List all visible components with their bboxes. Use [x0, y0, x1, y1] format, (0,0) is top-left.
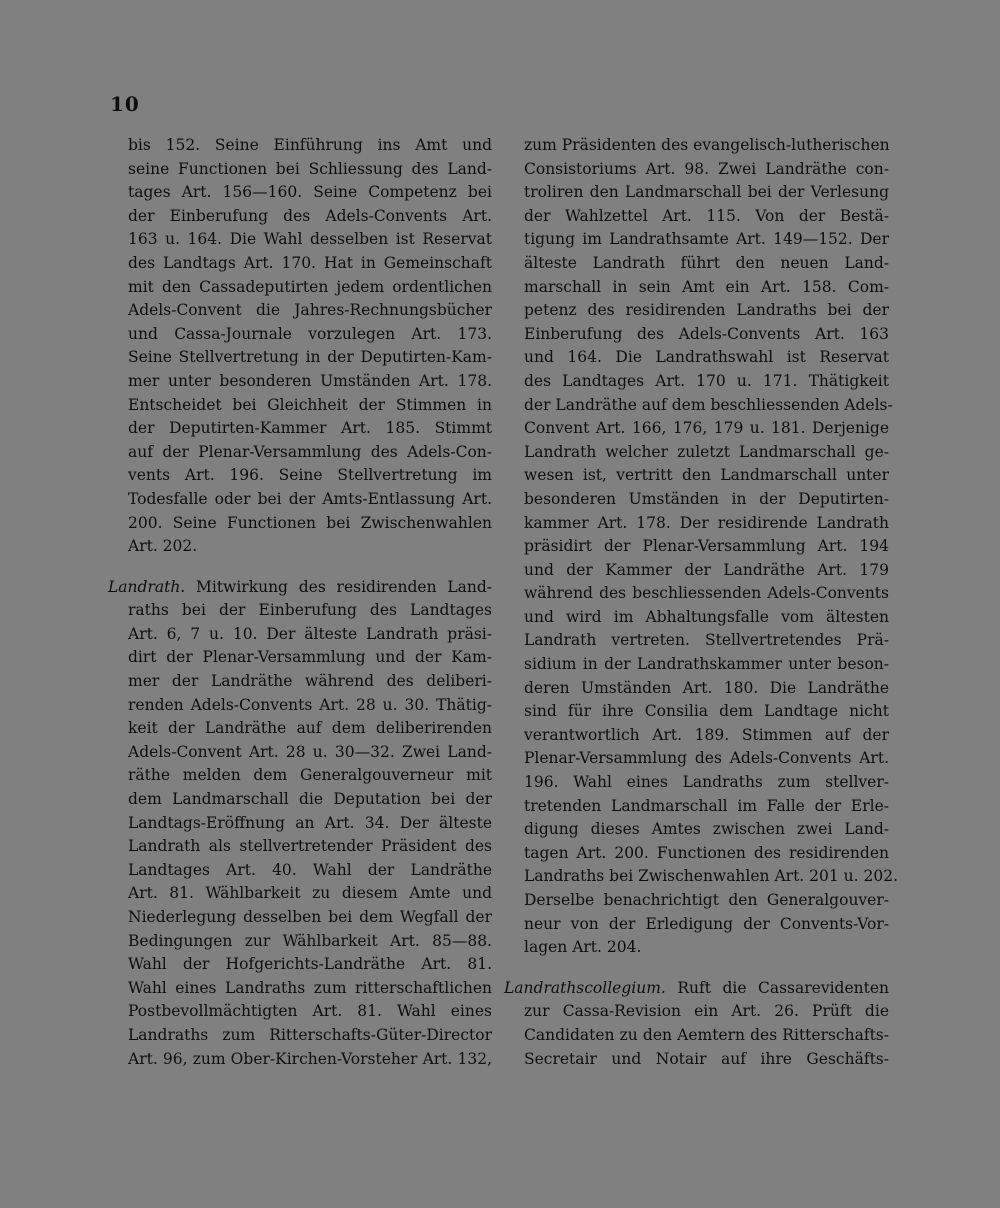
text-line: Candidaten zu den Aemtern des Ritterschafts- — [524, 1025, 889, 1044]
text-line: Art. 202. — [128, 537, 198, 556]
text-line: sidium in der Landrathskammer unter beson- — [524, 655, 889, 674]
text-line: und wird im Abhaltungsfalle vom ältesten — [524, 607, 889, 626]
text-line: Landraths zum Ritterschafts-Güter-Director — [128, 1025, 492, 1044]
text-line: Adels-Convent Art. 28 u. 30—32. Zwei Land- — [128, 742, 492, 761]
left-column — [108, 134, 492, 1071]
text-line: Derselbe benachrichtigt den Generalgouver- — [524, 891, 889, 909]
text-line: Seine Stellvertretung in der Deputirten-Kam- — [128, 348, 492, 367]
text-line: Landtags-Eröffnung an Art. 34. Der älteste — [128, 813, 492, 832]
text-line: lagen Art. 204. — [524, 938, 642, 957]
text-line: bis 152. Seine Einführung ins Amt und — [128, 136, 492, 154]
text-line: Landrath als stellvertretender Präsident des — [128, 837, 492, 856]
text-line: Art. 6, 7 u. 10. Der älteste Landrath präsi- — [128, 624, 492, 643]
text-line: Landtages Art. 40. Wahl der Landräthe — [128, 860, 492, 879]
text-line: des Landtags Art. 170. Hat in Gemeinschaft — [128, 253, 492, 272]
text-line: Landraths bei Zwischenwahlen Art. 201 u. 202. — [524, 867, 899, 886]
entry-heading-line — [504, 977, 889, 1001]
page-number: 10 — [110, 92, 140, 116]
text-line: mer der Landräthe während des deliberi- — [128, 672, 492, 691]
text-line: und der Kammer der Landräthe Art. 179 — [524, 560, 889, 579]
text-line: troliren den Landmarschall bei der Verlesung — [524, 183, 889, 202]
text-line: seine Functionen bei Schliessung des Land- — [128, 159, 492, 178]
text-line: des Landtages Art. 170 u. 171. Thätigkeit — [524, 371, 889, 390]
text-line: digung dieses Amtes zwischen zwei Land- — [524, 820, 889, 839]
text-line: tages Art. 156—160. Seine Competenz bei — [128, 183, 492, 202]
text-line: Art. 96, zum Ober-Kirchen-Vorsteher Art. 132, — [128, 1049, 492, 1068]
text-line: der Einberufung des Adels-Convents Art. — [128, 206, 492, 225]
text-line: Entscheidet bei Gleichheit der Stimmen in — [128, 395, 492, 414]
text-line: vents Art. 196. Seine Stellvertretung im — [128, 466, 492, 485]
text-line: Convent Art. 166, 176, 179 u. 181. Derjenige — [524, 419, 889, 438]
text-line: mit den Cassadeputirten jedem ordentlichen — [128, 277, 492, 296]
text-line: Postbevollmächtigten Art. 81. Wahl eines — [128, 1002, 492, 1021]
text-line: auf der Plenar-Versammlung des Adels-Con- — [128, 442, 492, 461]
text-line: Adels-Convent die Jahres-Rechnungsbücher — [128, 301, 492, 320]
right-column — [504, 134, 899, 1071]
text-line: raths bei der Einberufung des Landtages — [128, 601, 492, 620]
text-line: 200. Seine Functionen bei Zwischenwahlen — [128, 513, 492, 532]
text-line: 163 u. 164. Die Wahl desselben ist Reservat — [128, 230, 492, 249]
entry-landrath — [108, 576, 492, 1071]
text-line: der Wahlzettel Art. 115. Von der Bestä- — [524, 206, 889, 225]
text-line: marschall in sein Amt ein Art. 158. Com- — [524, 277, 889, 296]
left-paragraph-1 — [128, 134, 492, 559]
text-line: petenz des residirenden Landraths bei der — [524, 301, 889, 320]
text-line: Niederlegung desselben bei dem Wegfall der — [128, 908, 492, 926]
text-line: zum Präsidenten des evangelisch-lutherischen — [524, 136, 890, 154]
text-line: Plenar-Versammlung des Adels-Convents Art. — [524, 749, 889, 768]
text-line: dirt der Plenar-Versammlung und der Kam- — [128, 648, 492, 667]
text-line: keit der Landräthe auf dem deliberirenden — [128, 719, 492, 738]
text-line: mer unter besonderen Umständen Art. 178. — [128, 371, 492, 390]
text-line: und Cassa-Journale vorzulegen Art. 173. — [128, 324, 492, 343]
text-line: Einberufung des Adels-Convents Art. 163 — [524, 324, 889, 343]
text-line: tagen Art. 200. Functionen des residirenden — [524, 843, 889, 862]
text-line: dem Landmarschall die Deputation bei der — [128, 790, 492, 809]
text-line: verantwortlich Art. 189. Stimmen auf der — [524, 725, 889, 744]
entry-landrathscollegium — [504, 977, 889, 1071]
text-line: Secretair und Notair auf ihre Geschäfts- — [524, 1049, 889, 1068]
text-line: sind für ihre Consilia dem Landtage nicht — [524, 702, 889, 721]
text-line: Landrath vertreten. Stellvertretendes Prä- — [524, 631, 889, 650]
text-line: 196. Wahl eines Landraths zum stellver- — [524, 773, 889, 792]
text-line: Bedingungen zur Wählbarkeit Art. 85—88. — [128, 931, 492, 950]
text-line: deren Umständen Art. 180. Die Landräthe — [524, 678, 889, 697]
entry-term: Landrath. — [108, 577, 186, 596]
text-line: älteste Landrath führt den neuen Land- — [524, 253, 889, 272]
text-line: renden Adels-Convents Art. 28 u. 30. Thätig- — [128, 695, 492, 714]
text-line: zur Cassa-Revision ein Art. 26. Prüft die — [524, 1002, 889, 1021]
text-line: der Deputirten-Kammer Art. 185. Stimmt — [128, 419, 492, 438]
entry-first-line-text: Ruft die Cassarevidenten — [665, 978, 889, 997]
text-line: Landrath welcher zuletzt Landmarschall ge- — [524, 442, 889, 461]
text-line: während des beschliessenden Adels-Convents — [524, 584, 889, 603]
text-line: Wahl eines Landraths zum ritterschaftlichen — [128, 978, 492, 997]
text-line: und 164. Die Landrathswahl ist Reservat — [524, 348, 889, 367]
text-line: tretenden Landmarschall im Falle der Erle- — [524, 796, 889, 815]
text-line: Wahl der Hofgerichts-Landräthe Art. 81. — [128, 955, 492, 974]
entry-term: Landrathscollegium. — [504, 978, 666, 997]
text-line: besonderen Umständen in der Deputirten- — [524, 489, 889, 508]
text-line: neur von der Erledigung der Convents-Vor- — [524, 914, 889, 933]
text-line: Art. 81. Wählbarkeit zu diesem Amte und — [128, 884, 492, 903]
text-line: räthe melden dem Generalgouverneur mit — [128, 766, 492, 785]
text-line: wesen ist, vertritt den Landmarschall unter — [524, 466, 889, 485]
right-paragraph-1 — [524, 134, 899, 960]
text-line: Todesfalle oder bei der Amts-Entlassung Art. — [128, 489, 492, 508]
text-line: präsidirt der Plenar-Versammlung Art. 194 — [524, 537, 889, 556]
text-line: der Landräthe auf dem beschliessenden Adels- — [524, 395, 893, 414]
text-line: Consistoriums Art. 98. Zwei Landräthe con- — [524, 159, 889, 178]
text-line: kammer Art. 178. Der residirende Landrath — [524, 513, 889, 532]
entry-heading-line — [108, 576, 492, 600]
text-line: tigung im Landrathsamte Art. 149—152. Der — [524, 230, 889, 249]
entry-first-line-text: Mitwirkung des residirenden Land- — [185, 577, 492, 596]
